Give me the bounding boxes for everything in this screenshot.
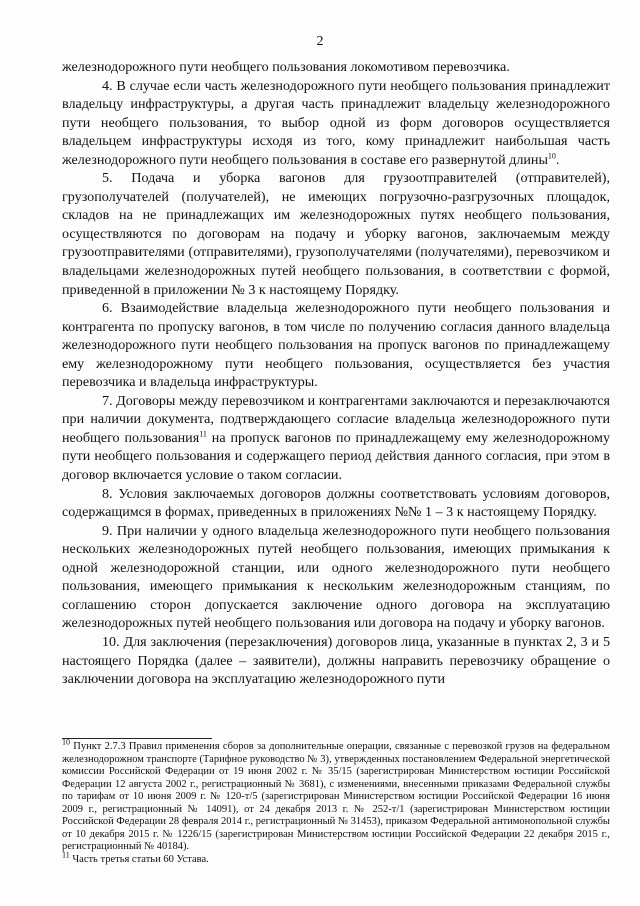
body-text: [62, 58, 610, 689]
page-number: 2: [316, 34, 324, 49]
footnotes: [62, 737, 610, 866]
paragraph-4-text: 4. В случае если часть железнодорожного пути необщего пользования принадлежит владельцу инфраструктуры, а другая часть принадлежит владельцу железнодорожного пути необщего пользования, то выбор одной из форм договоров осуществляется владельцем инфраструктуры исходя из того, кому принадлежит наибольшая часть железнодорожного пути необщего пользования в составе его развернутой длины: [62, 77, 610, 168]
footnote-mark-10: 10: [62, 737, 70, 747]
paragraph-10: 10. Для заключения (перезаключения) договоров лица, указанные в пунктах 2, 3 и 5 настоящего Порядка (далее – заявители), должны направить перевозчику обращение о заключении договора на эксплуатацию железнодорожного пути: [62, 633, 610, 688]
footnote-mark-11: 11: [62, 850, 70, 859]
footnote-ref-11[interactable]: 11: [199, 429, 207, 439]
paragraph-6: 6. Взаимодействие владельца железнодорожного пути необщего пользования и контрагента по пропуску вагонов, в том числе по получению согласия данного владельца железнодорожного пути необщего пользования на пропуск вагонов по принадлежащему ему железнодорожному пути необщего пользования, осуществляется без участия перевозчика и владельца инфраструктуры.: [62, 300, 610, 391]
footnote-divider: [62, 738, 212, 739]
footnote-ref-10[interactable]: 10: [547, 151, 556, 161]
paragraph-continuation: железнодорожного пути необщего пользования локомотивом перевозчика.: [62, 59, 510, 75]
footnote-10-text: Пункт 2.7.3 Правил применения сборов за дополнительные операции, связанные с перевозкой грузов на федеральном железнодорожном транспорте (Тарифное руководство № 3), утвержденных постановлением Федеральной энергетической комиссии Российской Федерации от 19 июня 2002 г. № 35/15 (зарегистрирован Министерством юстиции Российской Федерации 12 августа 2002 г., регистрационный № 3681), с изменениями, внесенными приказами Федеральной службы по тарифам от 10 июня 2009 г. № 120-т/5 (зарегистрирован Министерством юстиции Российской Федерации 16 июня 2009 г., регистрационный № 14091), от 24 декабря 2013 г. № 252-т/1 (зарегистрирован Министерством юстиции Российской Федерации 28 февраля 2014 г., регистрационный № 31453), приказом Федеральной антимонопольной службы от 10 декабря 2015 г. № 1226/15 (зарегистрирован Министерством юстиции Российской Федерации 22 декабря 2015 г., регистрационный № 40184).: [62, 741, 610, 852]
paragraph-7-text-a: 7. Договоры между перевозчиком и контрагентами заключаются и перезаключаются при наличии документа, подтверждающего согласие владельца железнодорожного пути необщего пользования: [62, 392, 610, 446]
paragraph-8: 8. Условия заключаемых договоров должны соответствовать условиям договоров, содержащимся в формах, приведенных в приложениях №№ 1 – 3 к настоящему Порядку.: [62, 485, 610, 521]
paragraph-9: 9. При наличии у одного владельца железнодорожного пути необщего пользования нескольких железнодорожных путей необщего пользования, имеющих примыкания к одной железнодорожной станции, или одного железнодорожного пути необщего пользования, имеющего примыкания к нескольким железнодорожным станциям, по соглашению сторон допускается заключение одного договора на эксплуатацию железнодорожных путей необщего пользования или договора на подачу и уборку вагонов.: [62, 522, 610, 632]
paragraph-5: 5. Подача и уборка вагонов для грузоотправителей (отправителей), грузополучателей (получателей), не имеющих погрузочно-разгрузочных площадок, складов на не принадлежащих им железнодорожных путях необщего пользования, осуществляются по договорам на подачу и уборку вагонов, заключаемым между грузоотправителями (отправителями), грузополучателями (получателями), перевозчиком и владельцами железнодорожных путей необщего пользования, в соответствии с формой, приведенной в приложении № 3 к настоящему Порядку.: [62, 170, 610, 298]
footnote-10: [62, 737, 610, 854]
footnote-11-text: Часть третья статьи 60 Устава.: [69, 853, 209, 865]
paragraph-7-text-b: на пропуск вагонов по принадлежащему ему железнодорожному пути необщего пользования и содержащего период действия данного согласия, при этом в договор включается условие о таком согласии.: [62, 429, 610, 484]
paragraph-7: [62, 392, 610, 485]
footnote-11: [62, 850, 610, 867]
paragraph-4: 4. В случае если часть железнодорожного пути необщего пользования принадлежит владельцу инфраструктуры, а другая часть принадлежит владельцу железнодорожного пути необщего пользования, то выбор одной из форм договоров осуществляется владельцем инфраструктуры исходя из того, кому принадлежит наибольшая часть железнодорожного пути необщего пользования в составе его развернутой длины$^{10}$.: [62, 77, 610, 168]
